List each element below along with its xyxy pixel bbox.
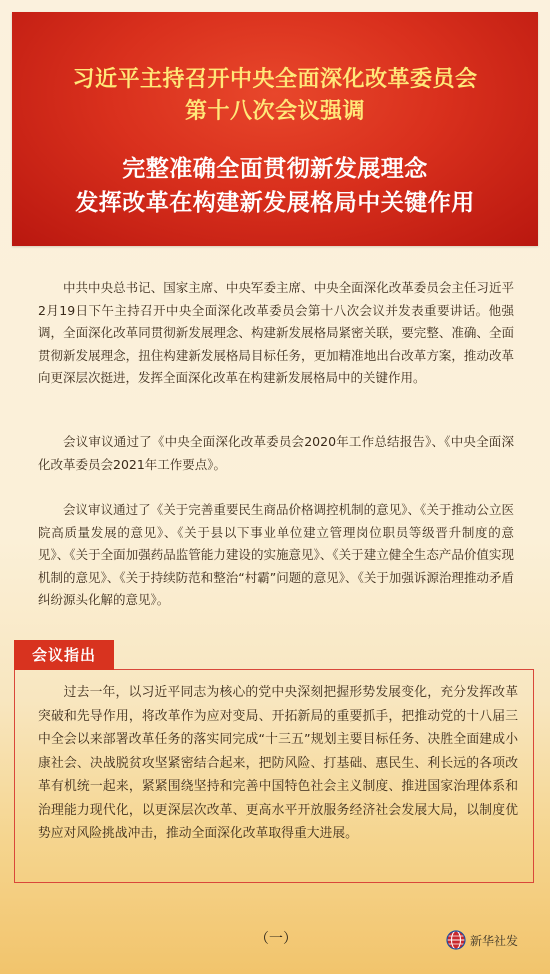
body-paragraph-1: 中共中央总书记、国家主席、中央军委主席、中央全面深化改革委员会主任习近平2月19日下午主持召开中央全面深化改革委员会第十八次会议并发表重要讲话。他强调，全面深化改革同贯彻新发展理念、构建新发展格局紧密关联，要完整、准确、全面贯彻新发展理念，扭住构建新发展格局目标任务，更加精准地出台改革方案，推动改革向更深层次挺进，发挥全面深化改革在构建新发展格局中的关键作用。 (38, 280, 514, 385)
section-badge: 会议指出 (14, 640, 114, 670)
body-paragraph-3: 会议审议通过了《关于完善重要民生商品价格调控机制的意见》、《关于推动公立医院高质量发展的意见》、《关于县以下事业单位建立管理岗位职员等级晋升制度的意见》、《关于全面加强药品监管能力建设的实施意见》、《关于建立健全生态产品价值实现机制的意见》、《关于持续防范和整治“村霸”问题的意见》、《关于加强诉源治理推动矛盾纠纷源头化解的意见》。 (38, 502, 514, 607)
subheadline-line-1: 完整准确全面贯彻新发展理念 (122, 156, 428, 182)
title-banner (12, 12, 538, 246)
headline-line-1: 习近平主持召开中央全面深化改革委员会 (72, 67, 478, 92)
headline-line-2: 第十八次会议强调 (184, 99, 365, 124)
xinhua-globe-icon (446, 930, 466, 950)
page-number: （一） (255, 931, 297, 947)
meeting-points-paragraph: 过去一年，以习近平同志为核心的党中央深刻把握形势发展变化，充分发挥改革突破和先导作用，将改革作为应对变局、开拓新局的重要抓手，把推动党的十八届三中全会以来部署改革任务的落实同完成“十三五”规划主要目标任务、决胜全面建成小康社会、决战脱贫攻坚紧密结合起来，把防风险、打基础、惠民生、利长远的各项改革有机统一起来，紧紧围绕坚持和完善中国特色社会主义制度、推进国家治理体系和治理能力现代化，以更深层次改革、更高水平开放服务经济社会发展大局，以制度优势应对风险挑战冲击，推动全面深化改革取得重大进展。 (38, 685, 518, 841)
agency-credit: 新华社发 (470, 934, 519, 948)
subheadline-line-2: 发挥改革在构建新发展格局中关键作用 (75, 190, 475, 216)
body-paragraph-2: 会议审议通过了《中央全面深化改革委员会2020年工作总结报告》、《中央全面深化改革委员会2021年工作要点》。 (38, 434, 514, 472)
